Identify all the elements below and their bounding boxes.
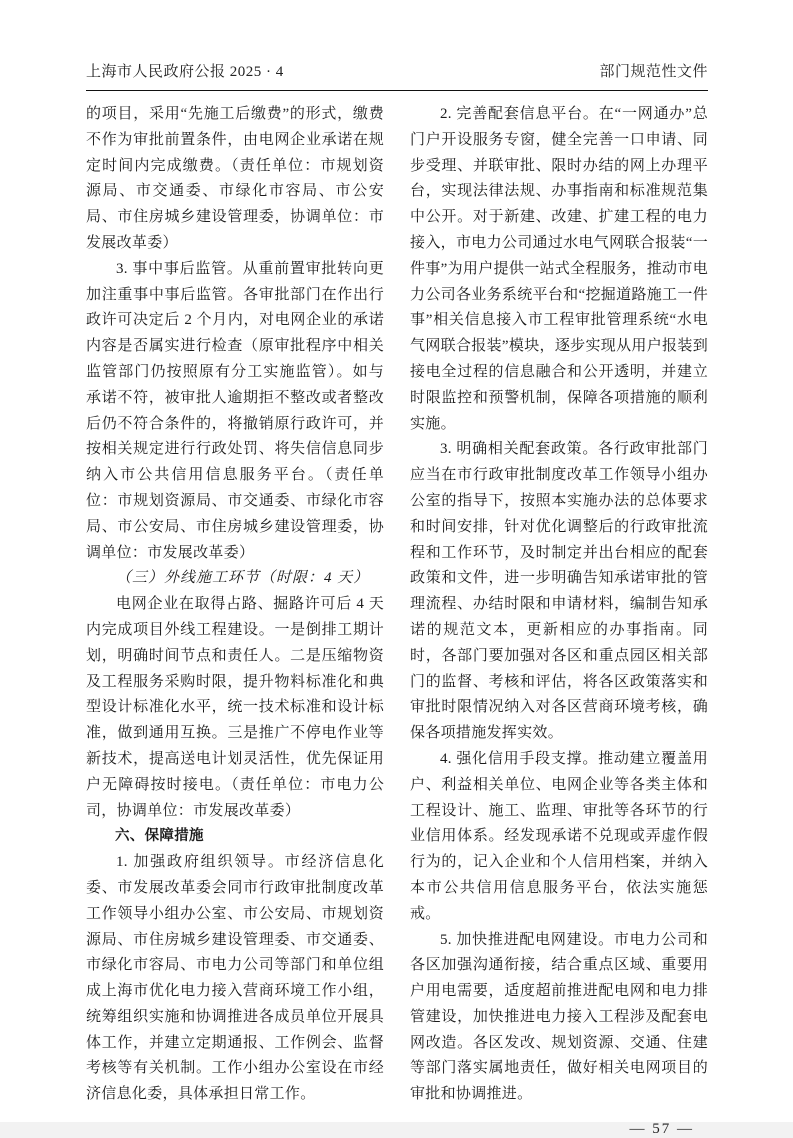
page-content xyxy=(86,60,708,1138)
paragraph: 1. 加强政府组织领导。市经济信息化委、市发展改革委会同市行政审批制度改革工作领导小组办公室、市公安局、市规划资源局、市住房城乡建设管理委、市交通委、市绿化市容局、市电力公司等部门和单位组成上海市优化电力接入营商环境工作小组，统筹组织实施和协调推进各成员单位开展具体工作，并建立定期通报、工作例会、监督考核等有关机制。工作小组办公室设在市经济信息化委，具体承担日常工作。 xyxy=(86,854,384,1103)
paragraph: 电网企业在取得占路、掘路许可后 4 天内完成项目外线工程建设。一是倒排工期计划，明确时间节点和责任人。二是压缩物资及工程服务采购时限，提升物料标准化和典型设计标准化水平，统一技术标准和设计标准，做到通用互换。三是推广不停电作业等新技术，提高送电计划灵活性，优先保证用户无障碍按时接电。（责任单位：市电力公司，协调单位：市发展改革委） xyxy=(86,596,384,819)
running-head-left: 上海市人民政府公报 2025 · 4 xyxy=(86,64,284,80)
section-heading: 六、保障措施 xyxy=(115,828,204,845)
paragraph: 4. 强化信用手段支撑。推动建立覆盖用户、利益相关单位、电网企业等各类主体和工程设计、施工、监理、审批等各环节的行业信用体系。经发现承诺不兑现或弄虚作假行为的，记入企业和个人信用档案，并纳入本市公共信用信息服务平台，依法实施惩戒。 xyxy=(410,750,708,922)
running-head xyxy=(86,60,708,81)
header-rule xyxy=(86,90,708,91)
subsection-heading: （三）外线施工环节（时限：4 天） xyxy=(116,570,370,587)
right-column xyxy=(410,102,708,1108)
text-columns xyxy=(86,102,708,1108)
paragraph: 3. 明确相关配套政策。各行政审批部门应当在市行政审批制度改革工作领导小组办公室的指导下，按照本实施办法的总体要求和时间安排，针对优化调整后的行政审批流程和工作环节，及时制定并出台相应的配套政策和文件，进一步明确告知承诺审批的管理流程、办结时限和申请材料，编制告知承诺的规范文本，更新相应的办事指南。同时，各部门要加强对各区和重点园区相关部门的监督、考核和评估，将各区政策落实和审批时限情况纳入对各区营商环境考核，确保各项措施发挥实效。 xyxy=(410,441,708,742)
paragraph: 3. 事中事后监管。从重前置审批转向更加注重事中事后监管。各审批部门在作出行政许可决定后 2 个月内，对电网企业的承诺内容是否属实进行检查（原审批程序中相关监管部门仍按照原有分工实施监管）。如与承诺不符，被审批人逾期拒不整改或者整改后仍不符合条件的，将撤销原行政许可，并按相关规定进行行政处罚、将失信信息同步纳入市公共信用信息服务平台。（责任单位：市规划资源局、市交通委、市绿化市容局、市公安局、市住房城乡建设管理委，协调单位：市发展改革委） xyxy=(86,260,384,561)
paragraph-continuation: 的项目，采用“先施工后缴费”的形式，缴费不作为审批前置条件，由电网企业承诺在规定时间内完成缴费。（责任单位：市规划资源局、市交通委、市绿化市容局、市公安局、市住房城乡建设管理委，协调单位：市发展改革委） xyxy=(86,106,384,251)
page-number: — 57 — xyxy=(629,1121,694,1138)
paragraph: 2. 完善配套信息平台。在“一网通办”总门户开设服务专窗，健全完善一口申请、同步受理、并联审批、限时办结的网上办理平台，实现法律法规、办事指南和标准规范集中公开。对于新建、改建、扩建工程的电力接入，市电力公司通过水电气网联合报装“一件事”为用户提供一站式全程服务，推动市电力公司各业务系统平台和“挖掘道路施工一件事”相关信息接入市工程审批管理系统“水电气网联合报装”模块，逐步实现从用户报装到接电全过程的信息融合和公开透明，并建立时限监控和预警机制，保障各项措施的顺利实施。 xyxy=(410,106,708,432)
left-column xyxy=(86,102,384,1108)
running-head-right: 部门规范性文件 xyxy=(599,64,708,80)
paragraph: 5. 加快推进配电网建设。市电力公司和各区加强沟通衔接，结合重点区域、重要用户用电需要，适度超前推进配电网和电力排管建设，加快推进电力接入工程涉及配套电网改造。各区发改、规划资源、交通、住建等部门落实属地责任，做好相关电网项目的审批和协调推进。 xyxy=(410,931,708,1103)
